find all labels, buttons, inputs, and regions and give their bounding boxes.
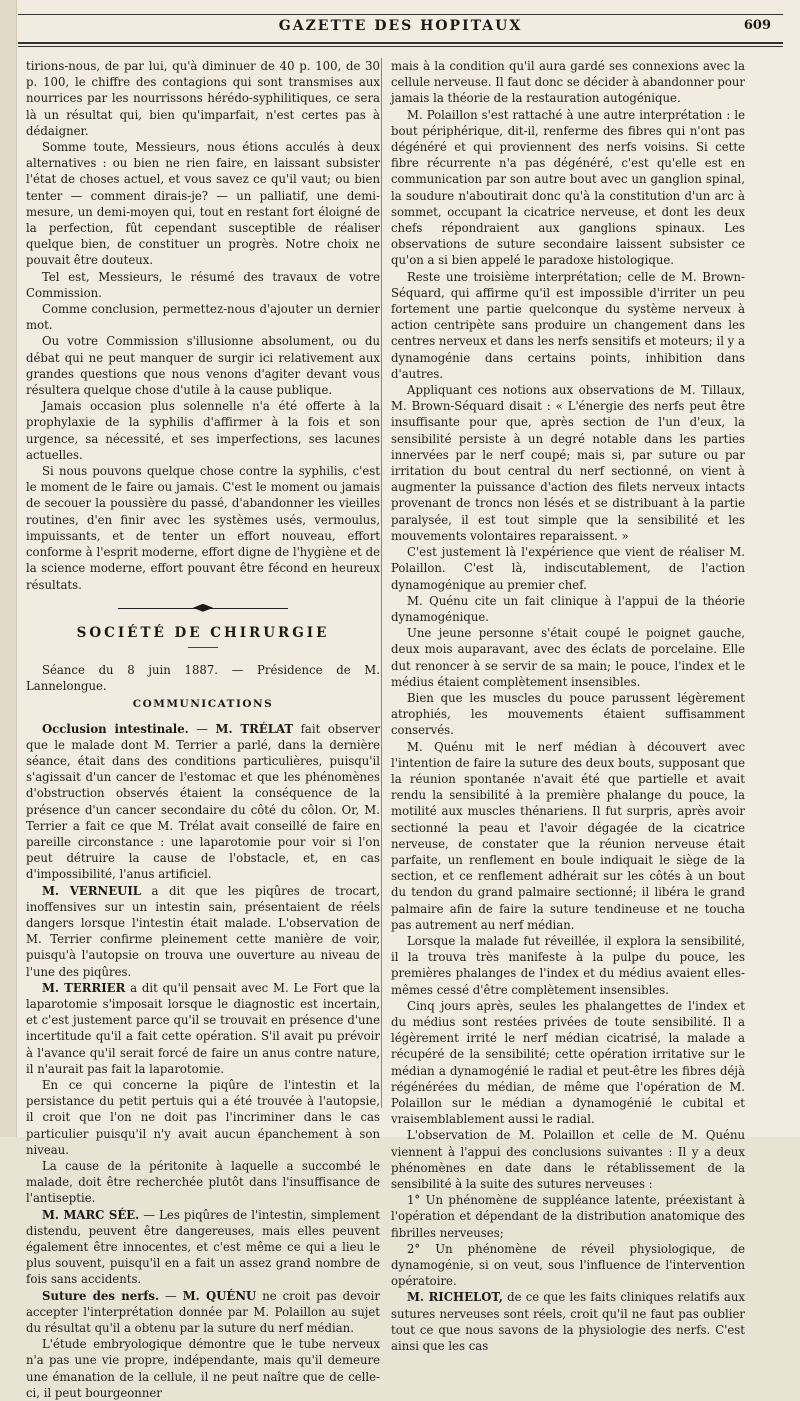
- paragraph: Comme conclusion, permettez-nous d'ajouter un dernier mot.: [26, 302, 380, 333]
- column-separator: [381, 58, 382, 1108]
- paragraph-text: a dit que les piqûres de trocart, inoffensives sur un intestin sain, présentaient de réels dangers lorsque l'intestin était malade. L'observation de M. Terrier confirme pleinement cette manière de voir, puisqu'à l'autopsie on trouva une ouverture au niveau de l'une des piqûres.: [26, 883, 381, 979]
- paragraph: Tel est, Messieurs, le résumé des travaux de votre Commission.: [26, 269, 380, 300]
- paragraph-text: de ce que les faits cliniques relatifs aux sutures nerveuses sont réels, croit qu'il ne faut pas oublier tout ce que nous savons de la physiologie des nerfs. C'est ainsi que les cas: [391, 1290, 746, 1354]
- speaker-name: M. VERNEUIL: [42, 883, 142, 898]
- section-title-rule: [188, 647, 218, 648]
- paragraph: Une jeune personne s'était coupé le poignet gauche, deux mois auparavant, avec des éclats de porcelaine. Elle dut renoncer à se servir de sa main; le pouce, l'index et le médius étaient complètement insensibles.: [391, 626, 745, 689]
- header-top-rule: [18, 14, 783, 15]
- paragraph: L'étude embryologique démontre que le tube nerveux n'a pas une vie propre, indépendante, mais qu'il demeure une émanation de la cellule, il ne peut naître que de celle-ci, il peut bourgeonner: [26, 1337, 380, 1400]
- paragraph: L'observation de M. Polaillon et celle de M. Quénu viennent à l'appui des conclusions suivantes : Il y a deux phénomènes en date dans le rétablissement de la sensibilité à la suite des sutures nerveuses :: [391, 1128, 745, 1192]
- suture-paragraph: Suture des nerfs. — M. QUÉNU ne croit pas devoir accepter l'interprétation donnée par M. Polaillon au sujet du résultat qu'il a obtenu par la suture du nerf médian.: [26, 1288, 380, 1336]
- marc-see-paragraph: [26, 1207, 380, 1288]
- paragraph: En ce qui concerne la piqûre de l'intestin et la persistance du petit pertuis qui a été trouvée à l'autopsie, il croit que l'on ne doit pas l'incriminer dans le cas particulier puisqu'il n'y avait aucun épanchement à son niveau.: [26, 1077, 380, 1157]
- paragraph: Ou votre Commission s'illusionne absolument, ou du débat qui ne peut manquer de surgir ici relativement aux grandes questions que nous venons d'agiter devant vous résultera quelque chose d'utile à la cause publique.: [26, 334, 380, 398]
- paragraph-text: — Les piqûres de l'intestin, simplement distendu, peuvent être dangereuses, mais elles peuvent également être innocentes, et c'est même ce qui a lieu le plus souvent, puisqu'il en a fait un assez grand nombre de fois sans accidents.: [26, 1207, 381, 1287]
- paragraph-text: fait observer que le malade dont M. Terrier a parlé, dans la dernière séance, était dans des conditions particulières, puisqu'il s'agissait d'un cancer de l'estomac et que les phénomènes d'obstruction observés étaient la conséquence de la présence d'un cancer secondaire du côté du côlon. Or, M. Terrier a fait ce que M. Trélat avait conseillé de faire en pareille circonstance : une laparotomie pour voir si l'on peut détruire la cause de l'obstacle, et, en cas d'impossibilité, l'anus artificiel.: [26, 721, 380, 882]
- speaker-name: M. TERRIER: [42, 980, 126, 995]
- section-divider: [118, 605, 288, 613]
- speaker-name: M. RICHELOT,: [407, 1290, 503, 1305]
- page-header: [18, 14, 783, 54]
- paragraph: Bien que les muscles du pouce parussent légèrement atrophiés, les mouvements étaient suffisamment conservés.: [391, 690, 745, 738]
- paragraph: mais à la condition qu'il aura gardé ses connexions avec la cellule nerveuse. Il faut donc se décider à abandonner pour jamais la théorie de la restauration autogénique.: [391, 59, 745, 106]
- paragraph: 2° Un phénomène de réveil physiologique, de dynamogénie, si on veut, sous l'influence de l'intervention opératoire.: [391, 1241, 745, 1289]
- speaker-name: M. QUÉNU: [182, 1288, 257, 1303]
- speaker-name: M. TRÉLAT: [215, 721, 294, 736]
- paragraph: Reste une troisième interprétation; celle de M. Brown-Séquard, qui affirme qu'il est impossible d'irriter un peu fortement une partie quelconque du système nerveux à action centripète sans produire un changement dans les centres nerveux et dans les nerfs sensitifs et moteurs; il y a dynamogénie dans certains points, inhibition dans d'autres.: [391, 269, 745, 381]
- occlusion-paragraph: Occlusion intestinale. — M. TRÉLAT fait observer que le malade dont M. Terrier a parlé, dans la dernière séance, était dans des conditions particulières, puisqu'il s'agissait d'un cancer de l'estomac et que les phénomènes d'obstruction observés étaient la conséquence de la présence d'un cancer secondaire du côté du côlon. Or, M. Terrier a fait ce que M. Trélat avait conseillé de faire en pareille circonstance : une laparotomie pour voir si l'on peut détruire la cause de l'obstacle, et, en cas d'impossibilité, l'anus artificiel.: [26, 721, 380, 882]
- header-rule-thin: [18, 46, 783, 47]
- paragraph: La cause de la péritonite à laquelle a succombé le malade, doit être recherchée plutôt dans l'insuffisance de l'antiseptie.: [26, 1159, 380, 1206]
- richelot-paragraph: [391, 1289, 745, 1354]
- binding-spine: [0, 0, 17, 1137]
- right-column: [391, 58, 746, 1354]
- paragraph: Si nous pouvons quelque chose contre la syphilis, c'est le moment de le faire ou jamais. C'est le moment ou jamais de secouer la poussière du passé, d'abandonner les vieilles routines, d'en finir avec les systèmes usés, vermoulus, impuissants, et de tenter un effort nouveau, effort conforme à l'esprit moderne, effort digne de l'hygiène et de la science moderne, effort pouvant être fécond en heureux résultats.: [26, 464, 380, 592]
- paragraph: 1° Un phénomène de suppléance latente, préexistant à l'opération et dépendant de la distribution anatomique des fibrilles nerveuses;: [391, 1193, 745, 1240]
- paragraph: Appliquant ces notions aux observations de M. Tillaux, M. Brown-Séquard disait : « L'énergie des nerfs peut être insuffisante pour que, après section de l'un d'eux, la sensibilité persiste à un degré notable dans les parties innervées par le nerf coupé; mais si, par suture ou par irritation du bout central du nerf sectionné, on vient à augmenter la puissance d'action des filets nerveux intacts provenant de troncs non lésés et se distribuant à la partie paralysée, il est tout simple que la sensibilité et les mouvements volontaires reparaissent. »: [391, 383, 745, 543]
- paragraph: M. Polaillon s'est rattaché à une autre interprétation : le bout périphérique, dit-il, renferme des fibres qui n'ont pas dégénéré et qui proviennent des nerfs voisins. Si cette fibre récurrente n'a pas dégénéré, c'est qu'elle est en communication par son autre bout avec un ganglion spinal, la soudure n'aboutirait donc qu'à la constitution d'un arc à sommet, occupant la cicatrice nerveuse, et dont les deux chefs répondraient aux ganglions spinaux. Les observations de suture secondaire laissent subsister ce qu'on a si bien appelé le paradoxe histologique.: [391, 107, 745, 268]
- paragraph: Jamais occasion plus solennelle n'a été offerte à la prophylaxie de la syphilis d'affirmer à la fois et son urgence, sa nécessité, et ses imperfections, ses lacunes actuelles.: [26, 399, 380, 462]
- paragraph: M. Quénu cite un fait clinique à l'appui de la théorie dynamogénique.: [391, 593, 745, 624]
- verneuil-paragraph: [26, 883, 380, 980]
- paragraph-text: ne croit pas devoir accepter l'interprétation donnée par M. Polaillon au sujet du résultat qu'il a obtenu par la suture du nerf médian.: [26, 1288, 380, 1336]
- paragraph: C'est justement là l'expérience que vient de réaliser M. Polaillon. C'est là, indiscutablement, de l'action dynamogénique au premier chef.: [391, 545, 745, 592]
- paragraph: Lorsque la malade fut réveillée, il explora la sensibilité, il la trouva très manifeste à la pulpe du pouce, les premières phalanges de l'index et du médius avaient elles-mêmes cessé d'être complètement insensibles.: [391, 933, 745, 997]
- occlusion-title: Occlusion intestinale.: [42, 721, 189, 736]
- terrier-paragraph: [26, 980, 380, 1077]
- divider-ornament: [193, 604, 213, 612]
- communications-heading: COMMUNICATIONS: [132, 698, 274, 711]
- speaker-name: M. MARC SÉE.: [42, 1207, 140, 1222]
- journal-title: GAZETTE DES HOPITAUX: [278, 18, 523, 34]
- left-column: [26, 58, 381, 1400]
- suture-title: Suture des nerfs.: [42, 1288, 160, 1303]
- paragraph: M. Quénu mit le nerf médian à découvert avec l'intention de faire la suture des deux bouts, supposant que la réunion spontanée n'avait été que partielle et avait rendu la sensibilité à la première phalange du pouce, la motilité aux muscles thénariens. Il fut surpris, après avoir sectionné la peau et l'avoir dégagée de la cicatrice nerveuse, de constater que la réunion nerveuse était parfaite, un renflement en boule indiquait le siège de la section, et ce renflement adhérait sur les côtés à un bout du tendon du grand palmaire sectionné; il libéra le grand palmaire afin de faire la suture tendineuse et ne toucha pas autrement au nerf médian.: [391, 739, 745, 932]
- paragraph: Somme toute, Messieurs, nous étions acculés à deux alternatives : ou bien ne rien faire, en laissant subsister l'état de choses actuel, et vous savez ce qu'il vaut; ou bien tenter — comment dirais-je? — un palliatif, une demi-mesure, un demi-moyen qui, tout en restant fort éloigné de la perfection, fût cependant susceptible de réaliser quelque bien, de constituer un progrès. Notre choix ne pouvait être douteux.: [26, 140, 380, 268]
- paragraph: tirions-nous, de par lui, qu'à diminuer de 40 p. 100, de 30 p. 100, le chiffre des contagions qui sont transmises aux nourrices par les nourrissons hérédo-syphilitiques, ce sera là un résultat qui, bien qu'imparfait, n'est certes pas à dédaigner.: [26, 59, 380, 138]
- section-title: SOCIÉTÉ DE CHIRURGIE: [76, 624, 330, 641]
- page-number: 609: [743, 18, 771, 33]
- paragraph-text: a dit qu'il pensait avec M. Le Fort que la laparotomie s'imposait lorsque le diagnostic est incertain, et c'est justement parce qu'il se trouvait en présence d'une incertitude qu'il a fait cette opération. S'il avait pu prévoir à l'avance qu'il serait forcé de faire un anus contre nature, il n'aurait pas fait la laparotomie.: [26, 980, 380, 1076]
- session-line: Séance du 8 juin 1887. — Présidence de M. Lannelongue.: [26, 662, 380, 694]
- header-rule-thick: [18, 42, 783, 44]
- paragraph: Cinq jours après, seules les phalangettes de l'index et du médius sont restées privées de toute sensibilité. Il a légèrement irrité le nerf médian cicatrisé, la malade a récupéré de la sensibilité; cette opération irritative sur le médian a dynamogénié le radial et peut-être les fibres déjà régénérées du médian, de même que l'opération de M. Polaillon sur le médian a dynamogénié le cubital et vraisemblablement aussi le radial.: [391, 998, 745, 1127]
